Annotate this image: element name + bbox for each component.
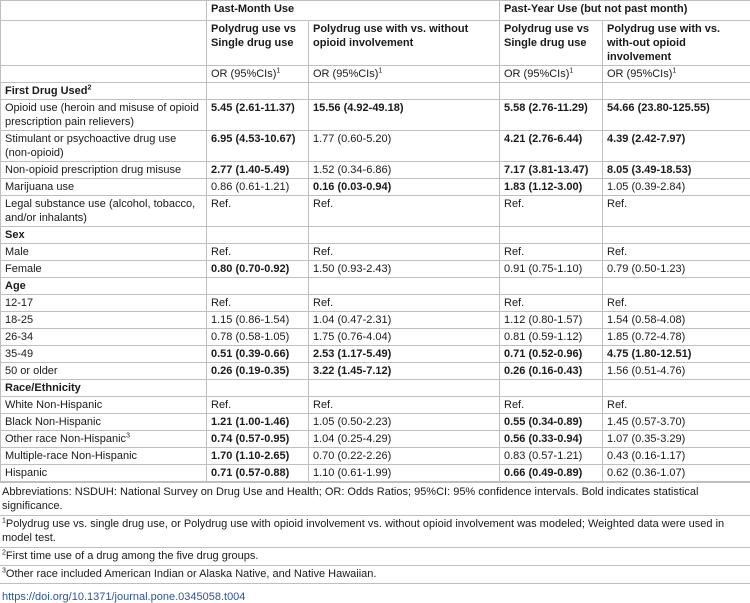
table-row xyxy=(1,346,750,363)
section-title xyxy=(1,380,207,397)
py-opioid-value: 1.07 (0.35-3.29) xyxy=(603,431,750,448)
or-label-sup: 1 xyxy=(276,67,281,75)
py-poly-single-value: 0.91 (0.75-1.10) xyxy=(500,261,603,278)
pm-poly-single-value: 0.80 (0.70-0.92) xyxy=(207,261,309,278)
py-opioid-value: 8.05 (3.49-18.53) xyxy=(603,162,750,179)
table-body xyxy=(1,1,750,482)
table-row xyxy=(1,312,750,329)
empty-cell xyxy=(603,83,750,100)
row-label-sup: 3 xyxy=(126,432,130,440)
table-row xyxy=(1,448,750,465)
pm-poly-single-value: 0.51 (0.39-0.66) xyxy=(207,346,309,363)
empty-corner-cell xyxy=(1,66,207,83)
py-opioid-value: Ref. xyxy=(603,244,750,261)
table-row xyxy=(1,196,750,227)
row-label-text: 35-49 xyxy=(5,348,34,360)
section-title xyxy=(1,227,207,244)
row-label-text: 26-34 xyxy=(5,331,34,343)
row-label xyxy=(1,448,207,465)
row-label-text: Male xyxy=(5,246,29,258)
row-label xyxy=(1,196,207,227)
py-poly-single-value: Ref. xyxy=(500,244,603,261)
py-poly-single-value: 0.83 (0.57-1.21) xyxy=(500,448,603,465)
py-poly-single-value: 1.83 (1.12-3.00) xyxy=(500,179,603,196)
pm-opioid-value: 1.04 (0.47-2.31) xyxy=(309,312,500,329)
pm-poly-single-value: 2.77 (1.40-5.49) xyxy=(207,162,309,179)
row-label xyxy=(1,414,207,431)
empty-cell xyxy=(309,278,500,295)
empty-cell xyxy=(500,83,603,100)
or-label-cell xyxy=(603,66,750,83)
py-poly-single-value: Ref. xyxy=(500,397,603,414)
py-poly-single-value: 1.12 (0.80-1.57) xyxy=(500,312,603,329)
pm-opioid-value: 1.75 (0.76-4.04) xyxy=(309,329,500,346)
row-label-text: Black Non-Hispanic xyxy=(5,416,101,428)
footnote-2-marker: 2 xyxy=(2,549,6,557)
or-label-sup: 1 xyxy=(378,67,383,75)
py-opioid-value: 0.62 (0.36-1.07) xyxy=(603,465,750,482)
pm-poly-single-value: Ref. xyxy=(207,196,309,227)
empty-cell xyxy=(207,83,309,100)
py-opioid-value: Ref. xyxy=(603,196,750,227)
pm-opioid-header: Polydrug use with vs. without opioid involvement xyxy=(309,21,500,66)
or-label: OR (95%CIs) xyxy=(313,68,379,80)
pm-opioid-value: 1.50 (0.93-2.43) xyxy=(309,261,500,278)
empty-cell xyxy=(500,278,603,295)
py-opioid-value: Ref. xyxy=(603,397,750,414)
py-opioid-value: Ref. xyxy=(603,295,750,312)
row-label-text: Marijuana use xyxy=(5,181,75,193)
row-label-text: Female xyxy=(5,263,42,275)
row-label-text: Legal substance use (alcohol, tobacco, and/or inhalants) xyxy=(5,198,196,224)
footnote-1-marker: 1 xyxy=(2,517,6,525)
row-label-text: Non-opioid prescription drug misuse xyxy=(5,164,182,176)
section-title xyxy=(1,83,207,100)
empty-cell xyxy=(207,278,309,295)
py-opioid-value: 1.45 (0.57-3.70) xyxy=(603,414,750,431)
pm-opioid-value: 2.53 (1.17-5.49) xyxy=(309,346,500,363)
row-label xyxy=(1,295,207,312)
py-poly-single-value: Ref. xyxy=(500,295,603,312)
py-opioid-value: 1.05 (0.39-2.84) xyxy=(603,179,750,196)
row-label xyxy=(1,244,207,261)
table-row xyxy=(1,100,750,131)
py-opioid-header: Polydrug use with vs. with-out opioid involvement xyxy=(603,21,750,66)
empty-cell xyxy=(309,227,500,244)
section-title-text: Sex xyxy=(5,229,25,241)
table-row xyxy=(1,363,750,380)
row-label xyxy=(1,329,207,346)
or-label: OR (95%CIs) xyxy=(607,68,673,80)
py-opioid-value: 4.39 (2.42-7.97) xyxy=(603,131,750,162)
past-year-header: Past-Year Use (but not past month) xyxy=(500,1,750,21)
pm-opioid-value: 0.70 (0.22-2.26) xyxy=(309,448,500,465)
pm-opioid-value: 15.56 (4.92-49.18) xyxy=(309,100,500,131)
row-label xyxy=(1,431,207,448)
py-poly-single-value: 5.58 (2.76-11.29) xyxy=(500,100,603,131)
row-label xyxy=(1,131,207,162)
empty-cell xyxy=(309,380,500,397)
row-label xyxy=(1,397,207,414)
row-label-text: Stimulant or psychoactive drug use (non-opioid) xyxy=(5,133,177,159)
table-row xyxy=(1,329,750,346)
section-header-row xyxy=(1,83,750,100)
table-row xyxy=(1,414,750,431)
empty-cell xyxy=(309,83,500,100)
pm-opioid-value: 1.10 (0.61-1.99) xyxy=(309,465,500,482)
py-opioid-value: 1.54 (0.58-4.08) xyxy=(603,312,750,329)
table-row xyxy=(1,295,750,312)
row-label xyxy=(1,162,207,179)
pm-opioid-value: 1.04 (0.25-4.29) xyxy=(309,431,500,448)
row-label-text: White Non-Hispanic xyxy=(5,399,103,411)
or-label-row xyxy=(1,66,750,83)
pm-poly-single-value: 0.74 (0.57-0.95) xyxy=(207,431,309,448)
table-row xyxy=(1,431,750,448)
footnote-2-text: First time use of a drug among the five drug groups. xyxy=(5,550,259,562)
py-poly-single-value: 4.21 (2.76-6.44) xyxy=(500,131,603,162)
empty-cell xyxy=(603,278,750,295)
table-row xyxy=(1,465,750,482)
py-poly-single-value: 0.81 (0.59-1.12) xyxy=(500,329,603,346)
py-opioid-value: 0.43 (0.16-1.17) xyxy=(603,448,750,465)
pm-poly-single-header: Polydrug use vs Single drug use xyxy=(207,21,309,66)
py-opioid-value: 0.79 (0.50-1.23) xyxy=(603,261,750,278)
or-label-cell xyxy=(500,66,603,83)
row-label-text: 12-17 xyxy=(5,297,34,309)
pm-poly-single-value: Ref. xyxy=(207,397,309,414)
pm-poly-single-value: 0.26 (0.19-0.35) xyxy=(207,363,309,380)
doi-link[interactable]: https://doi.org/10.1371/journal.pone.0345058.t004 xyxy=(2,591,246,603)
row-label xyxy=(1,465,207,482)
empty-corner-cell xyxy=(1,21,207,66)
table-row xyxy=(1,162,750,179)
pm-poly-single-value: 0.86 (0.61-1.21) xyxy=(207,179,309,196)
pm-poly-single-value: Ref. xyxy=(207,295,309,312)
py-poly-single-value: Ref. xyxy=(500,196,603,227)
section-title-text: Age xyxy=(5,280,26,292)
pm-poly-single-value: 0.71 (0.57-0.88) xyxy=(207,465,309,482)
pm-opioid-value: Ref. xyxy=(309,295,500,312)
past-month-header: Past-Month Use xyxy=(207,1,500,21)
pm-poly-single-value: 1.15 (0.86-1.54) xyxy=(207,312,309,329)
empty-cell xyxy=(500,380,603,397)
or-label: OR (95%CIs) xyxy=(504,68,570,80)
or-label-sup: 1 xyxy=(672,67,677,75)
row-label xyxy=(1,261,207,278)
footnote-1 xyxy=(0,516,750,548)
pm-opioid-value: Ref. xyxy=(309,196,500,227)
table-footnotes xyxy=(0,482,750,584)
row-label-text: 18-25 xyxy=(5,314,34,326)
py-opioid-value: 1.85 (0.72-4.78) xyxy=(603,329,750,346)
or-label-sup: 1 xyxy=(569,67,574,75)
empty-cell xyxy=(603,227,750,244)
section-header-row xyxy=(1,227,750,244)
row-label-text: 50 or older xyxy=(5,365,58,377)
footnote-1-text: Polydrug use vs. single drug use, or Polydrug use with opioid involvement vs. without opioid involvement was modeled; Weighted data were used in model test. xyxy=(2,518,725,544)
sub-header-row xyxy=(1,21,750,66)
section-title-sup: 2 xyxy=(87,84,92,92)
empty-cell xyxy=(500,227,603,244)
section-title-text: First Drug Used xyxy=(5,85,88,97)
row-label-text: Hispanic xyxy=(5,467,48,479)
pm-opioid-value: Ref. xyxy=(309,397,500,414)
row-label xyxy=(1,312,207,329)
pm-opioid-value: 3.22 (1.45-7.12) xyxy=(309,363,500,380)
group-header-row xyxy=(1,1,750,21)
section-header-row xyxy=(1,380,750,397)
py-opioid-value: 4.75 (1.80-12.51) xyxy=(603,346,750,363)
footnote-2 xyxy=(0,548,750,566)
py-poly-single-header: Polydrug use vs Single drug use xyxy=(500,21,603,66)
row-label xyxy=(1,100,207,131)
empty-cell xyxy=(207,380,309,397)
py-opioid-value: 1.56 (0.51-4.76) xyxy=(603,363,750,380)
py-poly-single-value: 7.17 (3.81-13.47) xyxy=(500,162,603,179)
table-row xyxy=(1,261,750,278)
pm-poly-single-value: 0.78 (0.58-1.05) xyxy=(207,329,309,346)
pm-opioid-value: 1.52 (0.34-6.86) xyxy=(309,162,500,179)
section-title xyxy=(1,278,207,295)
pm-opioid-value: 1.05 (0.50-2.23) xyxy=(309,414,500,431)
pm-opioid-value: Ref. xyxy=(309,244,500,261)
footnote-3-marker: 3 xyxy=(2,567,6,575)
row-label-text: Multiple-race Non-Hispanic xyxy=(5,450,138,462)
py-poly-single-value: 0.71 (0.52-0.96) xyxy=(500,346,603,363)
footnote-3-text: Other race included American Indian or Alaska Native, and Native Hawaiian. xyxy=(5,568,377,580)
table-row xyxy=(1,244,750,261)
row-label xyxy=(1,179,207,196)
pm-opioid-value: 0.16 (0.03-0.94) xyxy=(309,179,500,196)
row-label xyxy=(1,363,207,380)
table-row xyxy=(1,179,750,196)
pm-poly-single-value: Ref. xyxy=(207,244,309,261)
py-poly-single-value: 0.55 (0.34-0.89) xyxy=(500,414,603,431)
pm-poly-single-value: 6.95 (4.53-10.67) xyxy=(207,131,309,162)
row-label-text: Opioid use (heroin and misuse of opioid prescription pain relievers) xyxy=(5,102,199,128)
empty-cell xyxy=(207,227,309,244)
abbreviations-note: Abbreviations: NSDUH: National Survey on Drug Use and Health; OR: Odds Ratios; 95%CI: 95% confidence intervals. Bold indicates statistical significance. xyxy=(0,483,750,516)
table-row xyxy=(1,397,750,414)
row-label-text: Other race Non-Hispanic xyxy=(5,433,127,445)
table-row xyxy=(1,131,750,162)
empty-cell xyxy=(603,380,750,397)
py-poly-single-value: 0.66 (0.49-0.89) xyxy=(500,465,603,482)
pm-poly-single-value: 5.45 (2.61-11.37) xyxy=(207,100,309,131)
py-poly-single-value: 0.26 (0.16-0.43) xyxy=(500,363,603,380)
row-label xyxy=(1,346,207,363)
or-label: OR (95%CIs) xyxy=(211,68,277,80)
pm-opioid-value: 1.77 (0.60-5.20) xyxy=(309,131,500,162)
pm-poly-single-value: 1.21 (1.00-1.46) xyxy=(207,414,309,431)
footnote-3 xyxy=(0,566,750,584)
or-label-cell xyxy=(207,66,309,83)
py-opioid-value: 54.66 (23.80-125.55) xyxy=(603,100,750,131)
section-title-text: Race/Ethnicity xyxy=(5,382,81,394)
empty-corner-cell xyxy=(1,1,207,21)
py-poly-single-value: 0.56 (0.33-0.94) xyxy=(500,431,603,448)
or-label-cell xyxy=(309,66,500,83)
section-header-row xyxy=(1,278,750,295)
pm-poly-single-value: 1.70 (1.10-2.65) xyxy=(207,448,309,465)
